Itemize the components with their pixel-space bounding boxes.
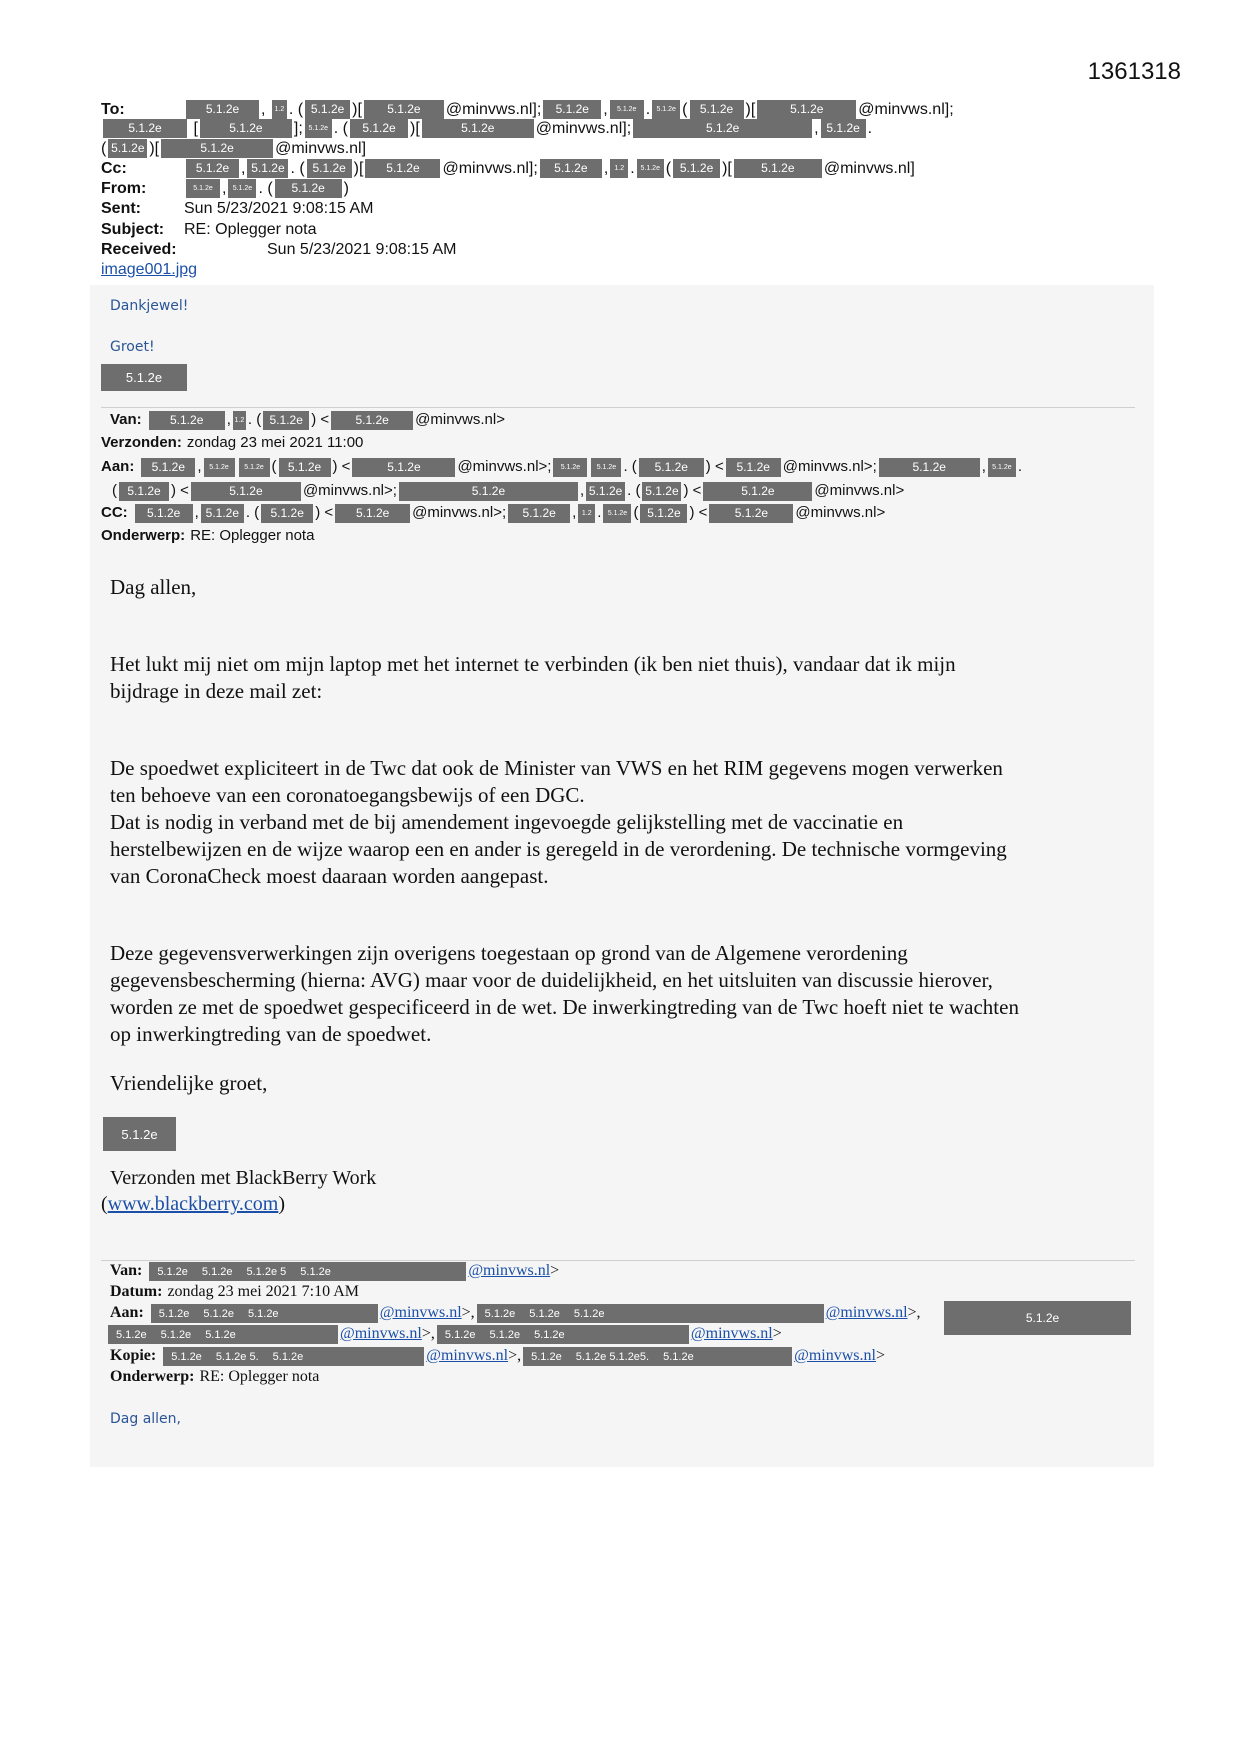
redaction-box: 5.1.2e (350, 119, 408, 138)
redaction-label: 5.1.2e (484, 1307, 516, 1320)
paragraph (110, 755, 1007, 890)
redaction-box: 5.1.2e (508, 504, 570, 523)
message-greeting: Dag allen, (110, 1411, 181, 1427)
redaction-box: 5.1.2e (149, 411, 225, 430)
address-text: ) < (683, 482, 702, 499)
paragraph-line: op inwerkingtreding van de spoedwet. (110, 1022, 432, 1046)
van-label: Van: (110, 1262, 143, 1279)
to-line-1 (101, 100, 954, 120)
redaction-box: 5.1.2e (757, 100, 856, 119)
aan-label: Aan: (101, 458, 135, 475)
address-text: , (261, 101, 270, 118)
onderwerp-label: Onderwerp: (110, 1368, 195, 1385)
address-text: @minvws.nl> (795, 504, 886, 521)
redaction-label: 5.1.2e (529, 1307, 560, 1320)
address-text: , (814, 120, 819, 137)
redaction-box: 5.1.2e (652, 100, 680, 119)
cc-label: CC: (101, 504, 128, 521)
cc-line (101, 159, 915, 179)
paragraph-line: Deze gegevensverwerkingen zijn overigens toegestaan op grond van de Algemene verordening (110, 941, 908, 965)
reply-greeting: Dankjewel! (110, 298, 189, 314)
address-text: ) < (705, 458, 724, 475)
onderwerp-value: RE: Oplegger nota (190, 527, 315, 544)
redaction-label: 5.1.2e (573, 1307, 605, 1320)
sent-label: Sent: (101, 200, 141, 217)
redaction-box (477, 1304, 824, 1323)
paragraph-line: bijdrage in deze mail zet: (110, 679, 323, 703)
redaction-box: 5.1.2e (633, 119, 812, 138)
signature-redaction-box: 5.1.2e (103, 1117, 176, 1151)
redaction-box: 5.1.2e (261, 504, 313, 523)
redaction-box: 5.1.2e (591, 458, 621, 477)
address-text: ) < (311, 411, 330, 428)
address-text: @minvws.nl>; (457, 458, 552, 475)
address-text: . ( (245, 504, 260, 521)
redaction-box: 5.1.2e (279, 458, 331, 477)
paragraph-line: Het lukt mij niet om mijn laptop met het internet te verbinden (ik ben niet thuis), vandaar dat ik mijn (110, 652, 956, 676)
address-text: ) < (315, 504, 334, 521)
address-text: , (579, 482, 585, 499)
address-text: @minvws.nl>; (782, 458, 877, 475)
redaction-box: 5.1.2e (944, 1301, 1131, 1335)
redaction-box: 5.1.2e (709, 504, 793, 523)
redaction-box: 5.1.2e (610, 100, 644, 119)
redaction-box: 5.1.2e (141, 458, 195, 477)
address-text: @minvws.nl]; (442, 160, 538, 177)
redaction-box: 5.1.2e (540, 159, 602, 178)
signature-redaction-box: 5.1.2e (101, 364, 187, 391)
address-text: . (597, 504, 602, 521)
paragraph-line: ten behoeve van een coronatoegangsbewijs of een DGC. (110, 783, 585, 807)
verzonden-value: zondag 23 mei 2021 11:00 (186, 434, 364, 451)
address-text: , (603, 160, 609, 177)
address-text: @minvws.nl] (275, 140, 367, 157)
received-line (101, 240, 456, 260)
redaction-box: 5.1.2e (690, 100, 744, 119)
address-text: )[ (149, 140, 160, 157)
document-number: 1361318 (1087, 58, 1181, 85)
redaction-box: 5.1.2e (703, 482, 812, 501)
redaction-label: 5.1.2e (247, 1307, 279, 1320)
address-text: , (603, 101, 608, 118)
address-text: >, (461, 1304, 475, 1321)
aan-line-2 (112, 481, 904, 501)
address-text: >, (421, 1325, 435, 1342)
redaction-box: 5.1.2e (305, 100, 350, 119)
redaction-box: 5.1.2e (399, 482, 578, 501)
address-text: @minvws.nl>; (302, 482, 397, 499)
address-text: ) (278, 1193, 286, 1215)
address-text: ]; (293, 120, 303, 137)
redaction-box: 5.1.2e (352, 458, 455, 477)
onderwerp-line (101, 526, 314, 546)
address-text: > (772, 1325, 782, 1342)
address-text: . ( (290, 160, 305, 177)
redaction-label: 5.1.2e (157, 1265, 188, 1278)
attachment-link[interactable]: image001.jpg (101, 261, 198, 278)
onderwerp-label: Onderwerp: (101, 527, 186, 544)
address-text: ( (101, 1193, 108, 1215)
redaction-label: 5.1.2e (171, 1350, 202, 1363)
datum-label: Datum: (110, 1283, 163, 1300)
address-text: >, (907, 1304, 921, 1321)
address-text: ) < (171, 482, 189, 499)
address-text: @minvws.nl]; (858, 101, 954, 118)
address-text: , (197, 458, 202, 475)
redaction-box: 5.1.2e (135, 504, 193, 523)
redaction-label: 5.1.2e (489, 1328, 521, 1341)
verzonden-line (101, 433, 363, 453)
email-link[interactable]: @minvws.nl (794, 1347, 876, 1364)
address-text: @minvws.nl> (415, 411, 505, 428)
address-text: , (222, 180, 227, 197)
aan-line-2 (106, 1324, 782, 1344)
van-line (110, 410, 505, 430)
address-text: . ( (627, 482, 641, 499)
redaction-box: 5.1.2e (239, 458, 270, 477)
to-label: To: (101, 101, 125, 118)
redaction-box: 5.1.2e (422, 119, 534, 138)
redaction-box: 5.1.2e (364, 100, 444, 119)
kopie-line (110, 1346, 885, 1366)
address-text: > (550, 1262, 560, 1279)
email-link[interactable]: @minvws.nl (340, 1325, 422, 1342)
address-text: )[ (722, 160, 732, 177)
redaction-box (163, 1347, 424, 1366)
redaction-box: 5.1.2e (988, 458, 1016, 477)
email-link[interactable]: @minvws.nl (379, 1304, 462, 1321)
redaction-box: 5.1.2e (331, 411, 413, 430)
van-line (110, 1261, 559, 1281)
van-label: Van: (110, 411, 142, 428)
paragraph-line: Dat is nodig in verband met de bij amendement ingevoegde gelijkstelling met de vaccinatie en (110, 810, 904, 834)
received-label: Received: (101, 241, 177, 258)
paragraph-line: gegevensbescherming (hierna: AVG) maar voor de duidelijkheid, en het uitsluiten van discussie hierover, (110, 968, 993, 992)
redaction-label: 5.1.2e (300, 1265, 331, 1278)
datum-line (110, 1282, 359, 1302)
address-text: , (572, 504, 577, 521)
redaction-box (108, 1325, 338, 1344)
redaction-box: 5.1.2e (191, 482, 301, 501)
address-text: ( (101, 140, 107, 157)
address-text: ( (665, 160, 672, 177)
redaction-box: 5.1.2e (103, 119, 187, 138)
redaction-box: 5.1.2e (365, 159, 440, 178)
address-text: @minvws.nl]; (445, 101, 542, 118)
redaction-box: 5.1.2e (603, 504, 631, 523)
sent-line (101, 199, 373, 219)
address-text: > (875, 1347, 885, 1364)
redaction-label: 5.1.2e 5.1.2e5. (575, 1350, 650, 1363)
redaction-label: 5.1.2e (444, 1328, 476, 1341)
address-text: . (867, 120, 873, 137)
address-text: )[ (353, 160, 364, 177)
onderwerp-line (110, 1367, 319, 1387)
email-link[interactable]: @minvws.nl (825, 1304, 908, 1321)
email-link[interactable]: @minvws.nl (426, 1347, 509, 1364)
redaction-box: 5.1.2e (263, 411, 309, 430)
address-text: ) (343, 180, 349, 197)
from-line (101, 179, 349, 199)
redaction-box: 5.1.2e (639, 458, 704, 477)
subject-value: RE: Oplegger nota (184, 221, 317, 238)
reply-closing: Groet! (110, 339, 155, 355)
redaction-box: 5.1.2e (673, 159, 720, 178)
redaction-box: 1.2 (610, 159, 628, 178)
address-text: , (226, 411, 231, 428)
address-text: . (1017, 458, 1023, 475)
redaction-label: 5.1.2e (205, 1328, 236, 1341)
redaction-box: 5.1.2e (307, 159, 352, 178)
message-closing: Vriendelijke groet, (110, 1071, 268, 1095)
redaction-box: 5.1.2e (275, 179, 342, 198)
redaction-box: 5.1.2e (543, 100, 601, 119)
redaction-box: 5.1.2e (119, 482, 169, 501)
paragraph-line: worden ze met de spoedwet gespecificeerd in de wet. De inwerkingtreding van de Twc hoeft niet te wachten (110, 995, 1019, 1019)
redaction-box: 5.1.2e (586, 482, 625, 501)
redaction-box: 5.1.2e (204, 458, 235, 477)
address-text: , (194, 504, 199, 521)
address-text: ( (112, 482, 117, 499)
redaction-box: 1.2 (578, 504, 595, 523)
sent-value: Sun 5/23/2021 9:08:15 AM (184, 200, 374, 217)
datum-value: zondag 23 mei 2021 7:10 AM (167, 1283, 359, 1300)
address-text: . (630, 160, 635, 177)
redaction-box (437, 1325, 689, 1344)
subject-line (101, 220, 317, 240)
redaction-label: 5.1.2e (663, 1350, 694, 1363)
address-text: . ( (333, 120, 348, 137)
address-text: . ( (288, 101, 304, 118)
redaction-box: 5.1.2e (186, 179, 220, 198)
redaction-label: 5.1.2e 5. (215, 1350, 259, 1363)
address-text: )[ (352, 101, 362, 118)
redaction-label: 5.1.2e (116, 1328, 147, 1341)
email-link[interactable]: @minvws.nl (468, 1262, 551, 1279)
paragraph (110, 651, 956, 705)
website-line (101, 1192, 285, 1216)
paragraph-line: herstelbewijzen en de wijze waarop een en ander is geregeld in de verordening. De technische vormgeving (110, 837, 1007, 861)
from-label: From: (101, 180, 147, 197)
address-text: >, (508, 1347, 522, 1364)
redaction-box: 5.1.2e (335, 504, 410, 523)
redaction-box: 5.1.2e (186, 159, 239, 178)
message-greeting: Dag allen, (110, 575, 197, 599)
redaction-box: 5.1.2e (201, 504, 244, 523)
paragraph-line: van CoronaCheck moest daaraan worden aangepast. (110, 864, 549, 888)
to-line-3 (101, 139, 366, 159)
aan-line-1 (110, 1303, 921, 1323)
redaction-box (149, 1262, 466, 1281)
onderwerp-value: RE: Oplegger nota (199, 1368, 320, 1385)
attachment-line (101, 260, 197, 280)
address-text: . ( (258, 180, 273, 197)
redaction-box: 5.1.2e (642, 482, 681, 501)
redaction-box: 5.1.2e (108, 139, 147, 158)
verzonden-label: Verzonden: (101, 434, 182, 451)
redaction-box (523, 1347, 792, 1366)
redaction-box: 5.1.2e (305, 119, 332, 138)
redaction-label: 5.1.2e (160, 1328, 192, 1341)
aan-label: Aan: (110, 1304, 144, 1321)
message-divider (101, 407, 1135, 408)
redaction-label: 5.1.2e (203, 1307, 234, 1320)
address-text: )[ (410, 120, 420, 137)
address-text: ( (633, 504, 639, 521)
address-text: @minvws.nl] (823, 160, 915, 177)
cc-label: Cc: (101, 160, 127, 177)
subject-label: Subject: (101, 221, 165, 238)
address-text: ( (271, 458, 277, 475)
received-value: Sun 5/23/2021 9:08:15 AM (267, 241, 457, 258)
address-text: @minvws.nl]; (535, 120, 632, 137)
redaction-box: 5.1.2e (553, 458, 587, 477)
redaction-box: 1.2 (272, 100, 287, 119)
address-text: [ (189, 120, 198, 137)
address-text: @minvws.nl>; (412, 504, 507, 521)
address-text: , (241, 160, 246, 177)
redaction-box: 5.1.2e (228, 179, 256, 198)
cc-line (101, 503, 885, 523)
redaction-box: 5.1.2e (200, 119, 292, 138)
kopie-label: Kopie: (110, 1347, 157, 1364)
address-text: ( (682, 101, 688, 118)
redaction-label: 5.1.2e (531, 1350, 562, 1363)
address-text: ) < (689, 504, 708, 521)
redaction-label: 5.1.2e 5 (246, 1265, 287, 1278)
redaction-box: 5.1.2e (879, 458, 980, 477)
email-link[interactable]: @minvws.nl (690, 1325, 773, 1342)
redaction-label: 5.1.2e (201, 1265, 233, 1278)
aan-line-1 (101, 457, 1022, 477)
address-text: ) < (332, 458, 351, 475)
address-text: . ( (247, 411, 262, 428)
redaction-label: 5.1.2e (272, 1350, 304, 1363)
redaction-box: 5.1.2e (726, 458, 781, 477)
redaction-box: 5.1.2e (637, 159, 664, 178)
address-text: , (981, 458, 986, 475)
redaction-box: 5.1.2e (821, 119, 866, 138)
address-text: )[ (745, 101, 756, 118)
redaction-box: 5.1.2e (186, 100, 259, 119)
redaction-label: 5.1.2e (534, 1328, 565, 1341)
address-text: . ( (623, 458, 637, 475)
redaction-box: 5.1.2e (640, 504, 687, 523)
redaction-box (151, 1304, 378, 1323)
address-text: . (645, 101, 651, 118)
address-text: @minvws.nl> (814, 482, 905, 499)
paragraph (110, 940, 1019, 1048)
redaction-box: 5.1.2e (161, 139, 273, 158)
sent-with-text: Verzonden met BlackBerry Work (110, 1167, 377, 1189)
redaction-box: 5.1.2e (247, 159, 288, 178)
redaction-box: 5.1.2e (734, 159, 822, 178)
paragraph-line: De spoedwet expliciteert in de Twc dat ook de Minister van VWS en het RIM gegevens mogen verwerken (110, 756, 1003, 780)
redaction-label: 5.1.2e (158, 1307, 190, 1320)
to-line-2 (101, 119, 872, 139)
redaction-box: 1.2 (233, 411, 246, 430)
email-link[interactable]: www.blackberry.com (107, 1193, 279, 1215)
